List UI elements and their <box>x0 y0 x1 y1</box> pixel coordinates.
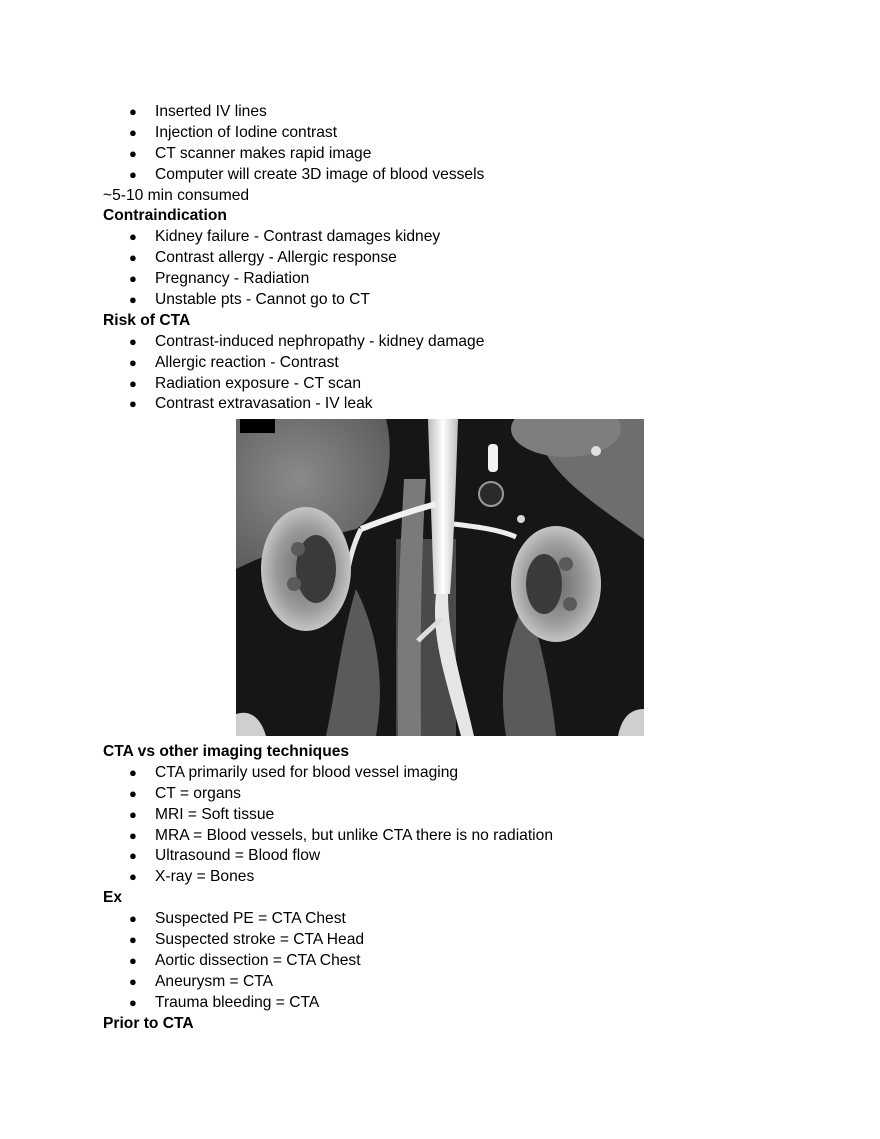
bullet-icon: ● <box>129 994 137 1010</box>
examples-list <box>103 909 803 1013</box>
procedure-steps-list <box>103 102 803 186</box>
bullet-icon: ● <box>129 848 137 864</box>
bullet-icon: ● <box>129 785 137 801</box>
list-item: ● Aneurysm = CTA <box>103 972 803 993</box>
bullet-icon: ● <box>129 145 137 161</box>
risk-heading: Risk of CTA <box>103 311 191 329</box>
bullet-icon: ● <box>129 911 137 927</box>
procedure-steps-section <box>103 102 803 415</box>
contraindication-heading: Contraindication <box>103 207 227 225</box>
contraindication-list <box>103 227 803 311</box>
list-item: ● Injection of Iodine contrast <box>103 123 803 144</box>
bullet-icon: ● <box>129 354 137 370</box>
list-item: ● MRI = Soft tissue <box>103 805 803 826</box>
list-item: ● Pregnancy - Radiation <box>103 269 803 290</box>
bullet-icon: ● <box>129 250 137 266</box>
bullet-icon: ● <box>129 104 137 119</box>
comparison-list <box>103 763 803 888</box>
bullet-icon: ● <box>129 292 137 308</box>
bullet-icon: ● <box>129 375 137 391</box>
bullet-icon: ● <box>129 973 137 989</box>
list-item: ● Kidney failure - Contrast damages kidney <box>103 227 803 248</box>
list-item: ● Inserted IV lines <box>103 102 803 123</box>
list-item: ● Trauma bleeding = CTA <box>103 993 803 1014</box>
prior-heading: Prior to CTA <box>103 1014 194 1032</box>
bullet-icon: ● <box>129 952 137 968</box>
list-item: ● Contrast allergy - Allergic response <box>103 248 803 269</box>
list-item: ● CT = organs <box>103 784 803 805</box>
bullet-icon: ● <box>129 229 137 245</box>
list-item: ● Suspected stroke = CTA Head <box>103 930 803 951</box>
list-item: ● Unstable pts - Cannot go to CT <box>103 290 803 311</box>
bullet-icon: ● <box>129 932 137 948</box>
list-item: ● CT scanner makes rapid image <box>103 144 803 165</box>
duration-note: ~5-10 min consumed <box>103 186 250 204</box>
bullet-icon: ● <box>129 271 137 287</box>
bullet-icon: ● <box>129 869 137 885</box>
comparison-section <box>103 742 803 1034</box>
list-item: ● X-ray = Bones <box>103 867 803 888</box>
list-item: ● Ultrasound = Blood flow <box>103 846 803 867</box>
list-item: ● MRA = Blood vessels, but unlike CTA there is no radiation <box>103 826 803 847</box>
bullet-icon: ● <box>129 333 137 349</box>
bullet-icon: ● <box>129 764 137 780</box>
list-item: ● Suspected PE = CTA Chest <box>103 909 803 930</box>
risk-list <box>103 332 803 416</box>
ct-scan-graphic <box>236 419 644 736</box>
ct-angiogram-kidneys-image <box>236 419 644 736</box>
examples-heading: Ex <box>103 889 123 907</box>
bullet-icon: ● <box>129 124 137 140</box>
list-item: ● Contrast extravasation - IV leak <box>103 394 803 415</box>
list-item: ● CTA primarily used for blood vessel imaging <box>103 763 803 784</box>
bullet-icon: ● <box>129 827 137 843</box>
list-item: ● Contrast-induced nephropathy - kidney damage <box>103 332 803 353</box>
bullet-icon: ● <box>129 806 137 822</box>
list-item: ● Radiation exposure - CT scan <box>103 374 803 395</box>
list-item: ● Aortic dissection = CTA Chest <box>103 951 803 972</box>
list-item: ● Computer will create 3D image of blood vessels <box>103 165 803 186</box>
list-item: ● Allergic reaction - Contrast <box>103 353 803 374</box>
bullet-icon: ● <box>129 396 137 412</box>
bullet-icon: ● <box>129 166 137 182</box>
comparison-heading: CTA vs other imaging techniques <box>103 743 350 760</box>
